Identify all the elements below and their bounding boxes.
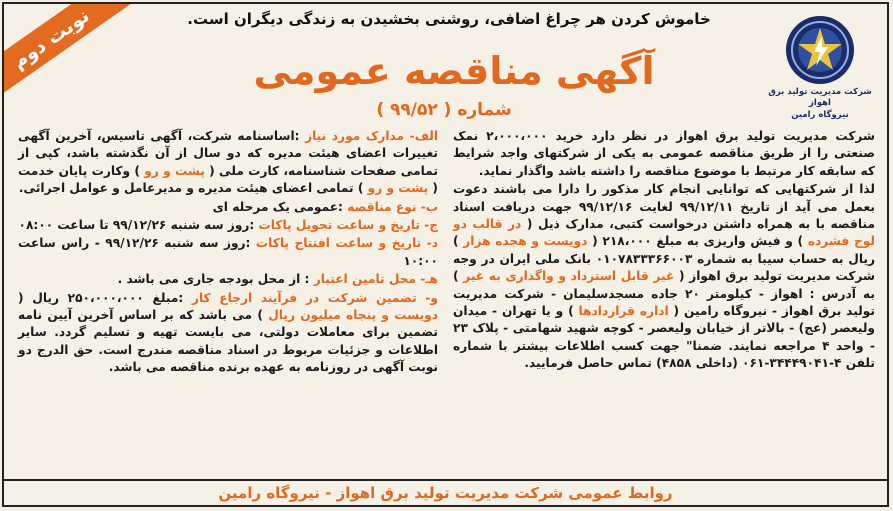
both-sides-highlight-2: پشت و رو: [363, 181, 433, 196]
section-funding-source: [18, 271, 438, 288]
guarantee-words-highlight: دویست و پنجاه میلیون ریال: [262, 308, 438, 323]
delivery-date-label: ج- تاریخ و ساعت تحویل پاکات: [258, 218, 438, 233]
required-documents-text-1: :اساسنامه شرکت، آگهی تاسیس، آخرین آگهی تغییرات اعضای هیئت مدیره که دو سال از آن نگذشته باشد، کپی از تمامی صفحات شناسنامه، کارت ملی (: [18, 129, 438, 178]
invitation-text-4: ) به آدرس : اهواز - کیلومتر ۲۰ جاده مسجدسلیمان - شرکت مدیریت تولید برق اهواز - نیروگاه رامین (: [453, 269, 875, 319]
invitation-text-2: ) و فیش واریزی به مبلغ ۲۱۸،۰۰۰ (: [592, 234, 804, 249]
guarantee-text-1: :مبلغ ۲۵۰،۰۰۰،۰۰۰ ریال (: [18, 290, 192, 305]
company-logo: [765, 14, 875, 120]
funding-source-text: : از محل بودجه جاری می باشد .: [117, 272, 314, 287]
power-plant-emblem-icon: [784, 14, 856, 86]
tender-type-label: ب- نوع مناقصه: [347, 199, 438, 214]
intro-paragraph: شرکت مدیریت تولید برق اهواز در نظر دارد خرید ۲،۰۰۰،۰۰۰ نمک صنعتی را از طریق مناقصه عمومی به یکی از شرکتهای واجد شرایط که سابقه کار مرتبط با موضوع مناقصه را داشته باشد واگذار نماید.: [453, 129, 875, 178]
left-column: [18, 128, 438, 378]
page-title: آگهی مناقصه عمومی: [253, 49, 655, 93]
second-round-ribbon: نوبت دوم: [2, 2, 130, 102]
section-guarantee: [18, 290, 438, 377]
logo-caption-1: شرکت مدیریت تولید برق اهواز: [768, 87, 872, 108]
delivery-date-text: :روز سه شنبه ۹۹/۱۲/۲۶ تا ساعت ۰۸:۰۰: [18, 218, 259, 233]
opening-date-label: د- تاریخ و ساعت افتتاح پاکات: [255, 236, 439, 251]
cd-format-highlight: در قالب دو لوح فشرده: [453, 217, 875, 249]
opening-date-text: :روز سه شنبه ۹۹/۱۲/۲۶ - راس ساعت ۱۰:۰۰: [18, 236, 438, 268]
slogan: خاموش کردن هر چراغ اضافی، روشنی بخشیدن به زندگی دیگران است.: [187, 10, 711, 28]
required-documents-text-3: ) تمامی اعضای هیئت مدیره و مدیرعامل و عوامل اجرائی.: [18, 181, 364, 196]
non-refundable-highlight: غیر قابل استرداد و واگذاری به غیر: [458, 269, 679, 284]
section-tender-type: [18, 199, 438, 216]
invitation-text-5: ) و یا تهران - میدان ولیعصر (عج) - بالاتر از خیابان ولیعصر - کوچه شهید شهامتی - پلاک ۲۳ - واحد ۴ مراجعه نمایند. ضمنا" جهت کسب اطلاعات بیشتر با شماره تلفن ۴-۳۴۴۴۹۰۴۱-۰۶۱ (داخلی ۴۸۵۸) تماس حاصل فرمایید.: [453, 304, 875, 371]
logo-caption-2: نیروگاه رامین: [791, 110, 849, 120]
section-required-documents: [18, 128, 438, 198]
invitation-text-3: ) ریال به حساب سیبا به شماره ۰۱۰۷۸۳۳۳۶۶۰۰۳ بانک ملی ایران در وجه شرکت مدیریت تولید برق اهواز (: [453, 234, 875, 284]
advertisement-frame: [2, 2, 889, 507]
section-opening-date: [18, 235, 438, 270]
fee-words-highlight: دویست و هجده هزار: [458, 234, 593, 249]
invitation-paragraph: [453, 181, 875, 372]
guarantee-label: و- تضمین شرکت در فرآیند ارجاع کار: [191, 290, 438, 305]
funding-source-label: هـ- محل تامین اعتبار: [313, 272, 438, 287]
required-documents-label: الف- مدارک مورد نیاز: [305, 129, 438, 143]
tender-type-text: :عمومی یک مرحله ای: [212, 199, 348, 214]
footer-public-relations: روابط عمومی شرکت مدیریت تولید برق اهواز - نیروگاه رامین: [4, 479, 887, 505]
contracts-office-highlight: اداره قراردادها: [573, 304, 674, 319]
guarantee-text-2: ) می باشد که بر اساس آخرین آیین نامه تضمین برای معاملات دولتی، می بایست تهیه و تسلیم گردد. سایر اطلاعات و جزئیات مربوط در اسناد مناقصه مندرج است. حق الدرج دو نوبت آگهی در روزنامه به عهده برنده مناقصه می باشد.: [18, 308, 438, 375]
required-documents-text-2: ) وکارت پایان خدمت (: [18, 163, 438, 196]
invitation-text-1: لذا از شرکتهایی که توانایی انجام کار مذکور را دارا می باشند دعوت بعمل می آید از تاریخ ۹۹/۱۲/۱۱ لغایت ۹۹/۱۲/۱۶ جهت دریافت اسناد مناقصه با به همراه داشتن درخواست کتبی، مدارک ذیل (: [453, 182, 876, 232]
both-sides-highlight-1: پشت و رو: [139, 163, 210, 178]
section-delivery-date: [18, 217, 438, 234]
tender-number: شماره ( ۹۹/۵۲ ): [376, 100, 512, 120]
right-column: [453, 128, 875, 374]
